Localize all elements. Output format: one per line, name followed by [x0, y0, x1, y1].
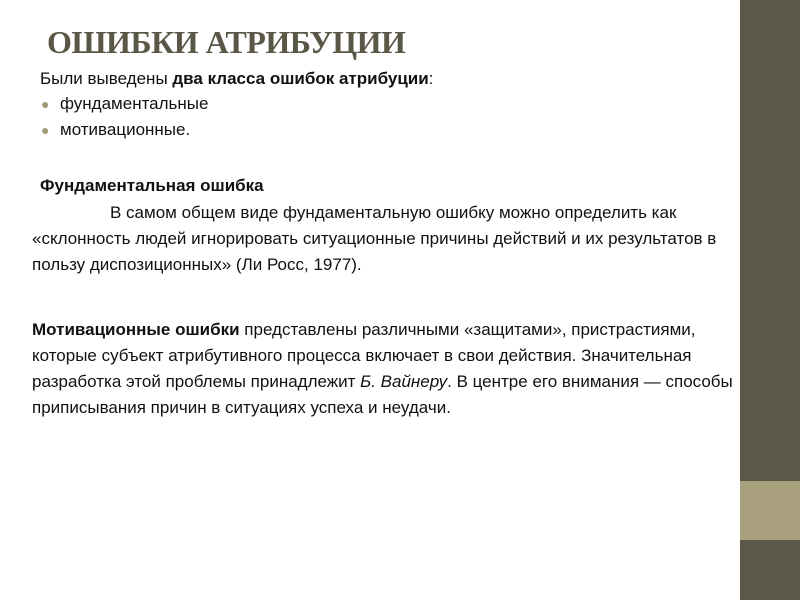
- motivational-errors-paragraph: [32, 317, 737, 421]
- fundamental-error-heading: Фундаментальная ошибка: [40, 176, 264, 195]
- bullet-icon: ●: [41, 96, 50, 112]
- motivational-text-before-author: представлены различными «защитами», пристрастиями, которые субъект атрибутивного процесса включает в свои действия. Значительная разработка этой проблемы принадлежит: [32, 320, 696, 391]
- author-name: Б. Вайнеру: [360, 372, 448, 391]
- list-item-motivational: [40, 117, 700, 143]
- side-bar-dark-top: [740, 0, 800, 481]
- intro-text: [40, 67, 720, 91]
- list-item-text: мотивационные.: [60, 120, 191, 139]
- slide-title: ОШИБКИ АТРИБУЦИИ: [47, 24, 406, 60]
- intro-suffix: :: [428, 69, 434, 88]
- list-item-fundamental: [40, 91, 700, 117]
- decorative-side-bar: [740, 0, 800, 600]
- side-bar-light-block: [740, 481, 800, 540]
- intro-prefix: Были выведены: [40, 69, 173, 88]
- side-bar-dark-bottom: [740, 540, 800, 600]
- intro-bold-phrase: два класса ошибок атрибуции: [172, 69, 429, 88]
- fundamental-error-paragraph: В самом общем виде фундаментальную ошибку можно определить как «склонность людей игнорировать ситуационные причины действий и их результатов в пользу диспозиционных» (Ли Росс, 1977).: [32, 203, 717, 274]
- motivational-errors-heading: Мотивационные ошибки: [32, 320, 240, 339]
- motivational-text-after-author: . В центре его внимания — способы приписывания причин в ситуациях успеха и неудачи.: [32, 372, 733, 417]
- bullet-icon: ●: [41, 122, 50, 138]
- error-classes-list: [40, 91, 700, 143]
- list-item-text: фундаментальные: [60, 94, 209, 113]
